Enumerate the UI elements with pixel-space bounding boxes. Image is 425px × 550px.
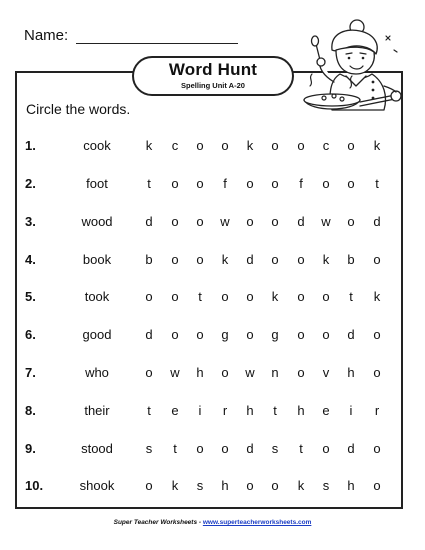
row-number: 10. [25, 478, 44, 493]
letter-cell[interactable]: o [196, 138, 204, 153]
word-row [0, 441, 425, 461]
letter-cell[interactable]: o [246, 327, 254, 342]
letter-cell[interactable]: o [271, 176, 279, 191]
target-word: their [84, 403, 110, 418]
word-row [0, 365, 425, 385]
letter-cell[interactable]: o [322, 176, 330, 191]
letter-cell[interactable]: o [297, 365, 305, 380]
letter-cell[interactable]: o [246, 289, 254, 304]
letter-cell[interactable]: o [373, 478, 381, 493]
letter-cell[interactable]: t [147, 403, 151, 418]
letter-cell[interactable]: o [271, 214, 279, 229]
target-word: took [84, 289, 110, 304]
letter-cell[interactable]: o [196, 327, 204, 342]
word-row [0, 252, 425, 272]
letter-cell[interactable]: k [246, 138, 254, 153]
letter-cell[interactable]: b [145, 252, 153, 267]
letter-cell[interactable]: o [221, 365, 229, 380]
letter-cell[interactable]: o [271, 252, 279, 267]
row-number: 7. [25, 365, 36, 380]
letter-cell[interactable]: t [173, 441, 177, 456]
target-word: foot [86, 176, 108, 191]
letter-cell[interactable]: h [221, 478, 229, 493]
letter-cell[interactable]: h [347, 478, 355, 493]
letter-cell[interactable]: o [171, 289, 179, 304]
letter-cell[interactable]: k [297, 478, 305, 493]
letter-cell[interactable]: g [271, 327, 279, 342]
letter-cell[interactable]: h [246, 403, 254, 418]
letter-cell[interactable]: o [322, 441, 330, 456]
target-word: who [85, 365, 109, 380]
letter-cell[interactable]: g [221, 327, 229, 342]
letter-cell[interactable]: t [299, 441, 303, 456]
word-row [0, 289, 425, 309]
row-number: 1. [25, 138, 36, 153]
letter-cell[interactable]: o [373, 327, 381, 342]
letter-cell[interactable]: o [347, 176, 355, 191]
letter-cell[interactable]: t [147, 176, 151, 191]
letter-cell[interactable]: k [322, 252, 330, 267]
letter-cell[interactable]: o [297, 289, 305, 304]
letter-cell[interactable]: k [221, 252, 229, 267]
chef-cooking-illustration [300, 16, 412, 124]
letter-cell[interactable]: o [145, 289, 153, 304]
letter-cell[interactable]: d [347, 441, 355, 456]
word-row [0, 478, 425, 498]
row-number: 3. [25, 214, 36, 229]
target-word: stood [81, 441, 113, 456]
letter-cell[interactable]: o [196, 214, 204, 229]
word-row [0, 403, 425, 423]
letter-cell[interactable]: o [373, 441, 381, 456]
letter-cell[interactable]: d [145, 327, 153, 342]
instruction-text: Circle the words. [26, 101, 131, 117]
letter-cell[interactable]: o [246, 478, 254, 493]
letter-cell[interactable]: s [271, 441, 279, 456]
letter-cell[interactable]: n [271, 365, 279, 380]
letter-cell[interactable]: o [271, 138, 279, 153]
letter-cell[interactable]: o [347, 214, 355, 229]
letter-cell[interactable]: o [297, 252, 305, 267]
footer [0, 519, 425, 526]
target-word: shook [79, 478, 115, 493]
row-number: 4. [25, 252, 36, 267]
letter-cell[interactable]: d [297, 214, 305, 229]
letter-cell[interactable]: o [373, 365, 381, 380]
worksheet-title: Word Hunt [168, 60, 258, 79]
letter-cell[interactable]: o [221, 138, 229, 153]
letter-cell[interactable]: i [198, 403, 202, 418]
letter-cell[interactable]: h [196, 365, 204, 380]
letter-cell[interactable]: o [322, 289, 330, 304]
letter-cell[interactable]: f [299, 176, 303, 191]
letter-cell[interactable]: o [246, 214, 254, 229]
footer-link[interactable]: www.superteacherworksheets.com [202, 519, 312, 526]
letter-cell[interactable]: d [145, 214, 153, 229]
letter-cell[interactable]: s [322, 478, 330, 493]
letter-cell[interactable]: h [347, 365, 355, 380]
row-number: 8. [25, 403, 36, 418]
letter-cell[interactable]: d [347, 327, 355, 342]
row-number: 9. [25, 441, 36, 456]
letter-cell[interactable]: k [373, 289, 381, 304]
name-label: Name: [24, 27, 69, 44]
footer-brand: Super Teacher Worksheets [113, 519, 198, 526]
letter-cell[interactable]: t [375, 176, 379, 191]
letter-cell[interactable]: o [196, 252, 204, 267]
letter-cell[interactable]: f [223, 176, 227, 191]
letter-cell[interactable]: r [222, 403, 228, 418]
letter-cell[interactable]: e [171, 403, 179, 418]
letter-cell[interactable]: k [145, 138, 153, 153]
letter-cell[interactable]: o [221, 441, 229, 456]
word-row [0, 138, 425, 158]
letter-cell[interactable]: k [373, 138, 381, 153]
letter-cell[interactable]: o [297, 327, 305, 342]
target-word: book [82, 252, 112, 267]
letter-cell[interactable]: o [145, 478, 153, 493]
letter-cell[interactable]: o [373, 252, 381, 267]
letter-cell[interactable]: o [246, 176, 254, 191]
target-word: wood [81, 214, 113, 229]
letter-cell[interactable]: t [273, 403, 277, 418]
letter-cell[interactable]: o [171, 252, 179, 267]
name-row [24, 27, 238, 44]
row-number: 5. [25, 289, 36, 304]
letter-cell[interactable]: o [271, 478, 279, 493]
letter-cell[interactable]: o [171, 214, 179, 229]
target-word: cook [83, 138, 111, 153]
letter-cell[interactable]: w [220, 214, 230, 229]
letter-cell[interactable]: o [171, 327, 179, 342]
row-number: 6. [25, 327, 36, 342]
letter-cell[interactable]: s [196, 478, 204, 493]
letter-cell[interactable]: v [322, 365, 330, 380]
row-number: 2. [25, 176, 36, 191]
letter-cell[interactable]: c [171, 138, 179, 153]
letter-cell[interactable]: w [170, 365, 180, 380]
letter-cell[interactable]: s [145, 441, 153, 456]
footer-separator: - [198, 519, 202, 526]
letter-cell[interactable]: o [171, 176, 179, 191]
title-banner [132, 56, 294, 96]
letter-cell[interactable]: o [347, 138, 355, 153]
letter-cell[interactable]: h [297, 403, 305, 418]
letter-cell[interactable]: w [321, 214, 331, 229]
word-row [0, 176, 425, 196]
name-line [76, 29, 238, 44]
letter-cell[interactable]: o [297, 138, 305, 153]
word-row [0, 214, 425, 234]
letter-cell[interactable]: o [145, 365, 153, 380]
target-word: good [82, 327, 112, 342]
letter-cell[interactable]: d [373, 214, 381, 229]
letter-cell[interactable]: o [196, 441, 204, 456]
letter-cell[interactable]: t [198, 289, 202, 304]
letter-cell[interactable]: d [246, 441, 254, 456]
letter-cell[interactable]: k [171, 478, 179, 493]
letter-cell[interactable]: d [246, 252, 254, 267]
letter-cell[interactable]: e [322, 403, 330, 418]
letter-cell[interactable]: w [245, 365, 255, 380]
letter-cell[interactable]: c [322, 138, 330, 153]
letter-cell[interactable]: k [271, 289, 279, 304]
letter-cell[interactable]: b [347, 252, 355, 267]
word-row [0, 327, 425, 347]
worksheet-subtitle: Spelling Unit A-20 [181, 81, 245, 90]
letter-cell[interactable]: o [221, 289, 229, 304]
letter-cell[interactable]: i [349, 403, 353, 418]
letter-cell[interactable]: r [374, 403, 380, 418]
letter-cell[interactable]: o [322, 327, 330, 342]
letter-cell[interactable]: t [349, 289, 353, 304]
letter-cell[interactable]: o [196, 176, 204, 191]
